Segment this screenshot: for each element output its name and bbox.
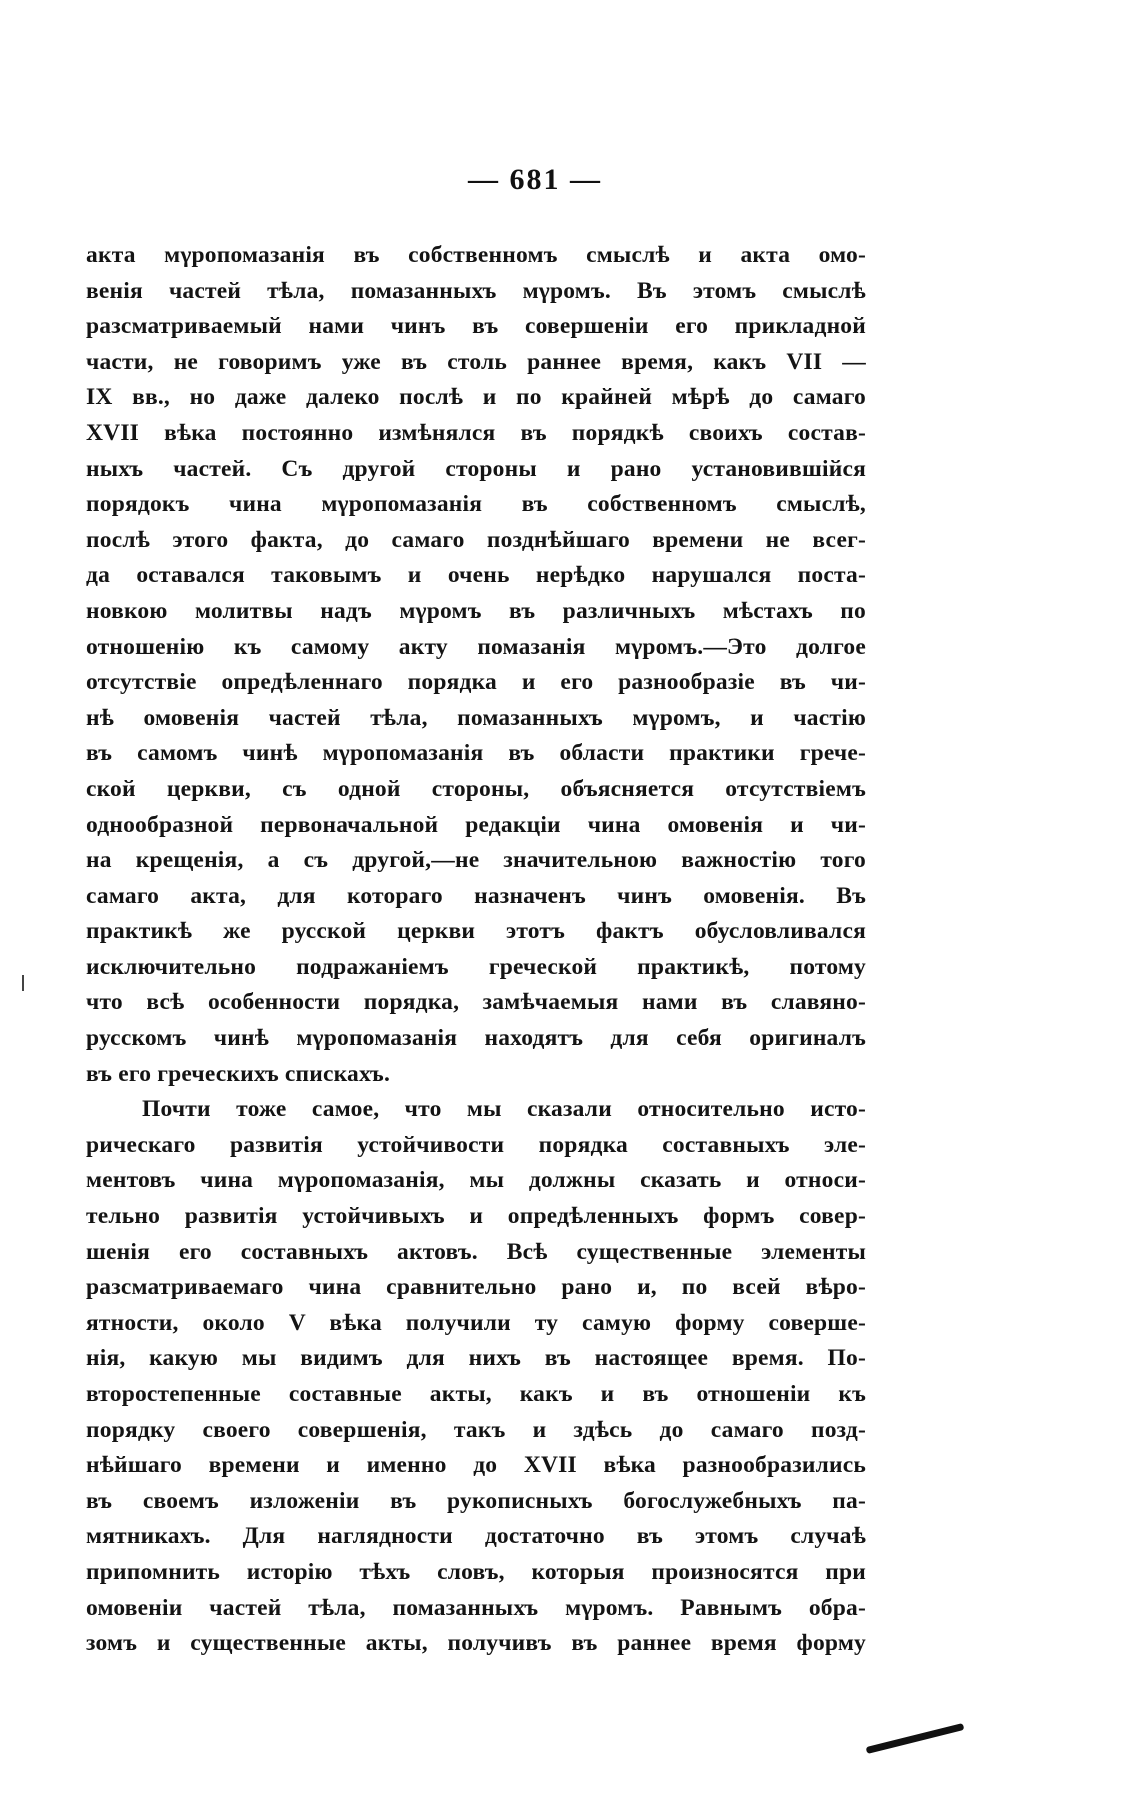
text-line: мятникахъ. Для наглядности достаточно въ этомъ случаѣ: [86, 1523, 866, 1550]
text-line: ской церкви, съ одной стороны, объясняется отсутствіемъ: [86, 775, 866, 802]
text-line: нія, какую мы видимъ для нихъ въ настоящее время. По-: [86, 1345, 866, 1372]
text-line: второстепенные составные акты, какъ и въ отношеніи къ: [86, 1381, 866, 1407]
text-line: исключительно подражаніемъ греческой практикѣ, потому: [86, 953, 866, 980]
text-line: что всѣ особенности порядка, замѣчаемыя нами въ славяно-: [86, 989, 866, 1016]
text-line: послѣ этого факта, до самаго позднѣйшаго времени не всег-: [86, 526, 866, 553]
pen-stroke: [866, 1723, 965, 1754]
text-line: части, не говоримъ уже въ столь раннее время, какъ VII —: [86, 348, 866, 375]
text-line: самаго акта, для котораго назначенъ чинъ омовенія. Въ: [86, 882, 866, 909]
text-line: русскомъ чинѣ мγропомазанія находятъ для себя оригиналъ: [86, 1025, 866, 1052]
paragraph: [86, 1092, 866, 1662]
text-line: порядку своего совершенія, такъ и здѣсь до самаго позд-: [86, 1416, 866, 1443]
text-line: акта мγропомазанія въ собственномъ смыслѣ и акта омо-: [86, 242, 866, 268]
text-line: въ своемъ изложеніи въ рукописныхъ богослужебныхъ па-: [86, 1487, 866, 1514]
text-line: разсматриваемаго чина сравнительно рано и, по всей вѣро-: [86, 1274, 866, 1301]
text-line: зомъ и существенные акты, получивъ въ раннее время форму: [86, 1630, 866, 1657]
text-line: венія частей тѣла, помазанныхъ мγромъ. Въ этомъ смыслѣ: [86, 277, 866, 304]
text-line: XVII вѣка постоянно измѣнялся въ порядкѣ своихъ состав-: [86, 419, 866, 446]
text-line: въ его греческихъ спискахъ.: [86, 1060, 391, 1087]
text-line: ятности, около V вѣка получили ту самую форму соверше-: [86, 1309, 866, 1336]
text-line: ныхъ частей. Съ другой стороны и рано установившійся: [86, 455, 866, 482]
text-line: однообразной первоначальной редакціи чина омовенія и чи-: [86, 811, 866, 838]
text-line: практикѣ же русской церкви этотъ фактъ обусловливался: [86, 918, 866, 945]
text-line: нѣ омовенія частей тѣла, помазанныхъ мγромъ, и частію: [86, 704, 866, 731]
text-line: да оставался таковымъ и очень нерѣдко нарушался поста-: [86, 562, 866, 589]
text-line: IX вв., но даже далеко послѣ и по крайней мѣрѣ до самаго: [86, 384, 866, 411]
text-line: тельно развитія устойчивыхъ и опредѣленныхъ формъ совер-: [86, 1203, 866, 1230]
text-line: отношенію къ самому акту помазанія мγромъ.—Это долгое: [86, 633, 866, 660]
body-text: [86, 238, 866, 1662]
text-line: ментовъ чина мγропомазанія, мы должны сказать и относи-: [86, 1167, 866, 1194]
text-line: припомнить исторію тѣхъ словъ, которыя произносятся при: [86, 1558, 866, 1585]
text-line: отсутствіе опредѣленнаго порядка и его разнообразіе въ чи-: [86, 669, 866, 696]
text-line: на крещенія, а съ другой,—не значительною важностію того: [86, 847, 866, 874]
margin-mark-left: [22, 975, 24, 991]
text-line: омовеніи частей тѣла, помазанныхъ мγромъ. Равнымъ обра-: [86, 1594, 866, 1621]
text-line: шенія его составныхъ актовъ. Всѣ существенные элементы: [86, 1238, 866, 1265]
text-line: въ самомъ чинѣ мγропомазанія въ области практики грече-: [86, 740, 866, 767]
text-line: Почти тоже самое, что мы сказали относительно исто-: [142, 1096, 866, 1123]
text-line: рическаго развитія устойчивости порядка составныхъ эле-: [86, 1131, 866, 1158]
text-line: новкою молитвы надъ мγромъ въ различныхъ мѣстахъ по: [86, 597, 866, 624]
page-number: — 681 —: [468, 163, 602, 196]
text-line: нѣйшаго времени и именно до XVII вѣка разнообразились: [86, 1452, 866, 1479]
text-line: порядокъ чина мγропомазанія въ собственномъ смыслѣ,: [86, 491, 866, 518]
paragraph: [86, 238, 866, 1092]
text-line: разсматриваемый нами чинъ въ совершеніи его прикладной: [86, 313, 866, 340]
